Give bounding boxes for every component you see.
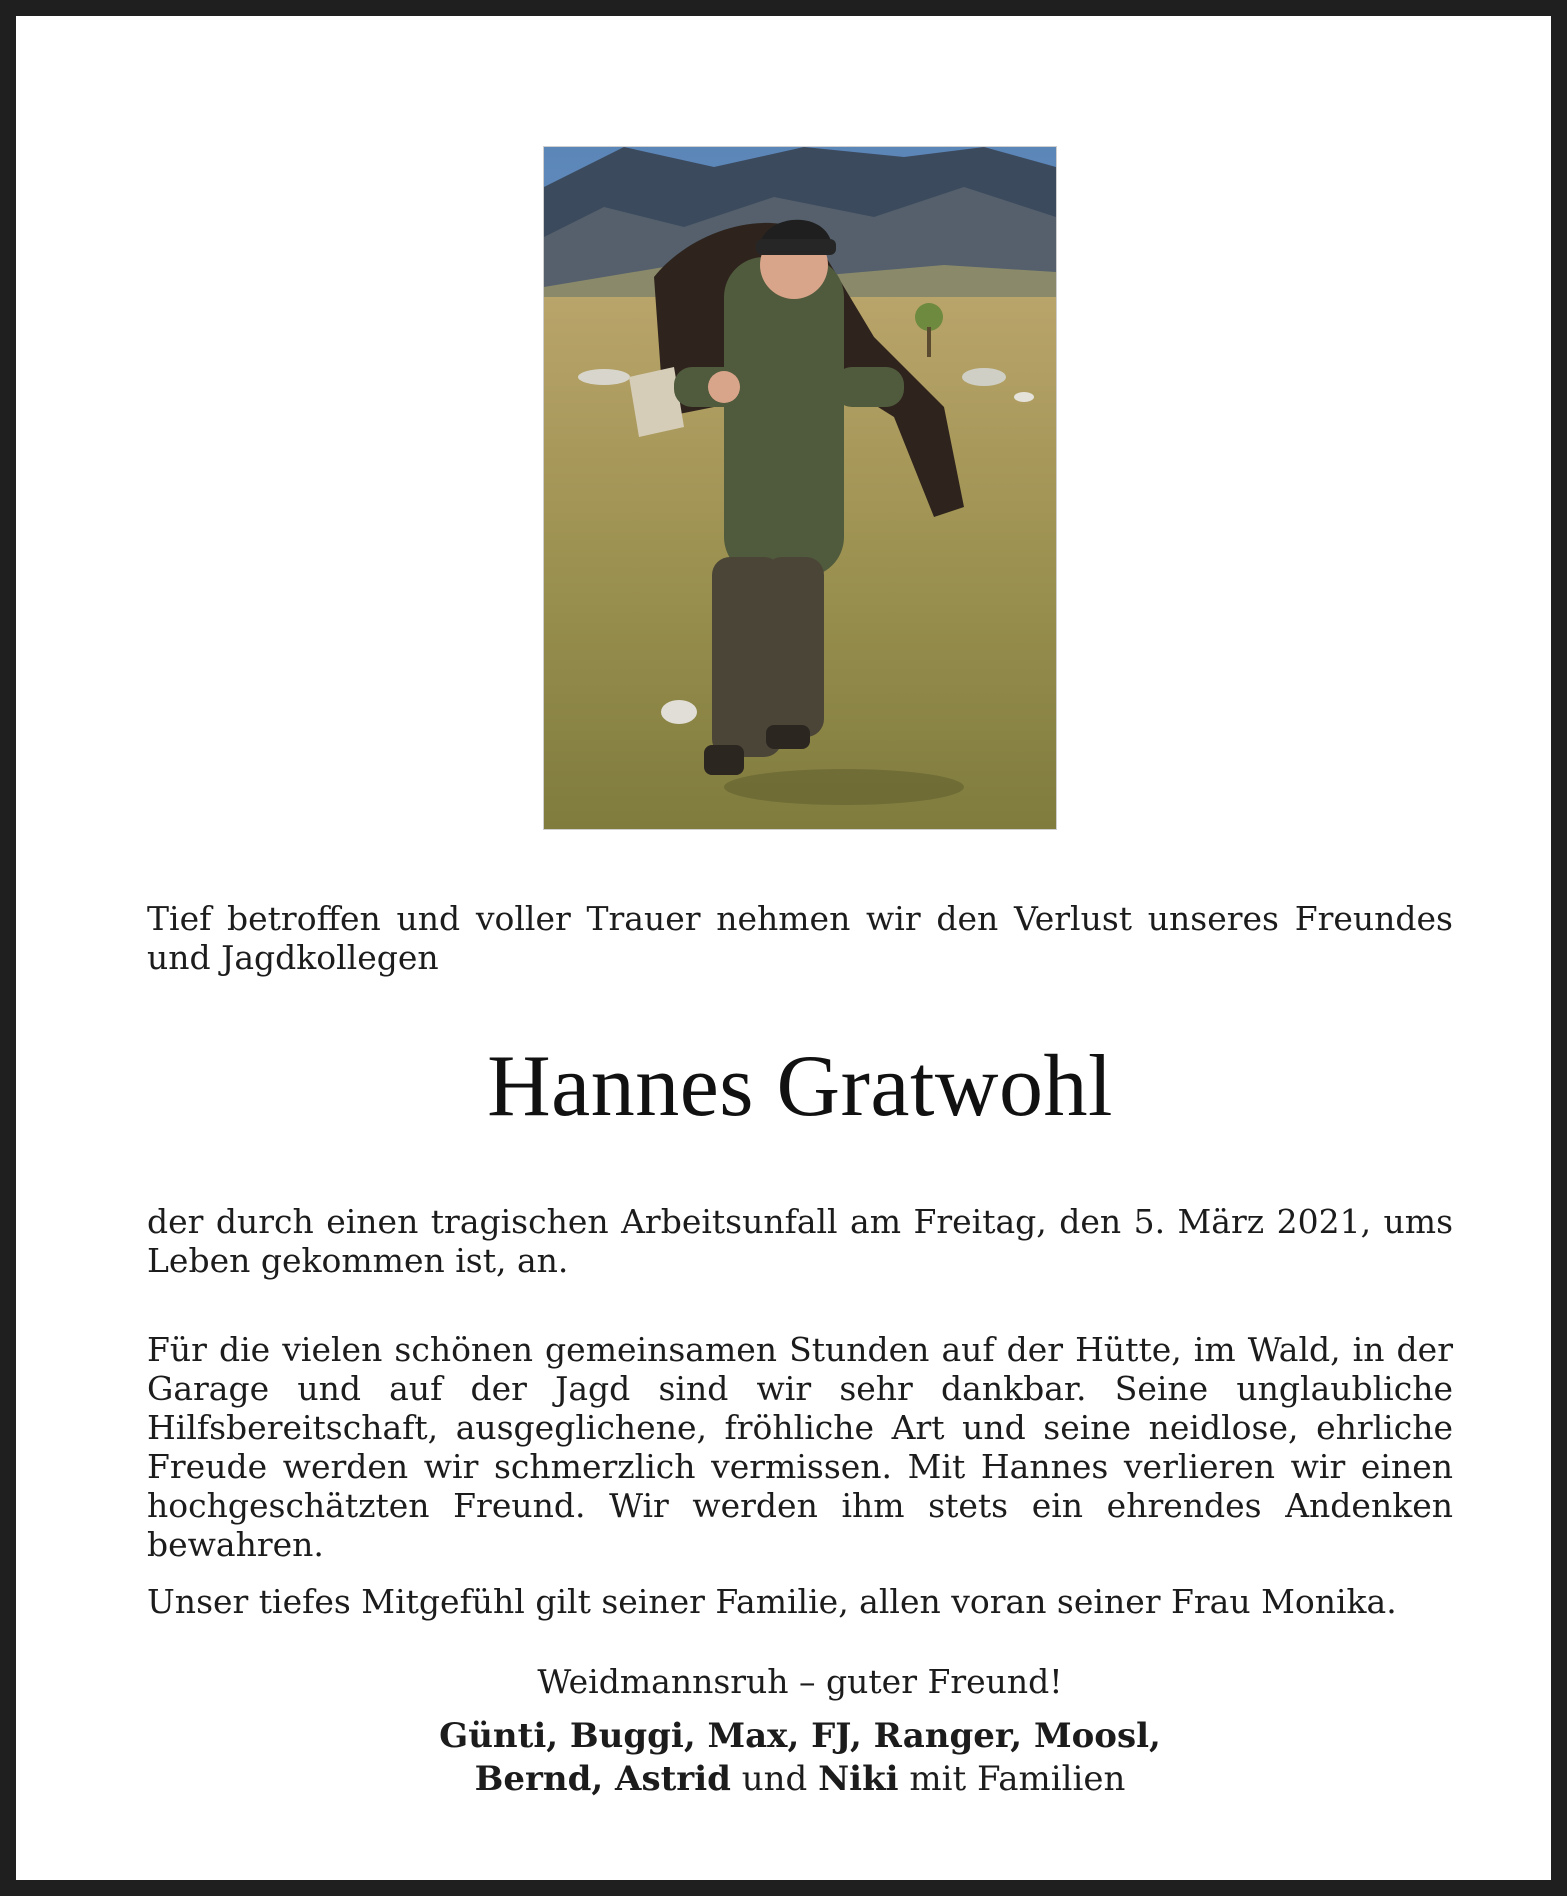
signature-names-bernd-astrid: Bernd, Astrid	[474, 1759, 731, 1799]
signature-names-1: Günti, Buggi, Max, FJ, Ranger, Moosl,	[439, 1716, 1161, 1756]
portrait-photo	[543, 146, 1057, 830]
signature-name-niki: Niki	[818, 1759, 899, 1799]
photo-illustration	[544, 147, 1056, 829]
farewell-line: Weidmannsruh – guter Freund!	[537, 1662, 1063, 1701]
signature-line-1	[147, 1715, 1453, 1757]
gratitude-paragraph: Für die vielen schönen gemeinsamen Stunden auf der Hütte, im Wald, in der Garage und auf der Jagd sind wir sehr dankbar. Seine unglaubliche Hilfsbereitschaft, ausgeglichene, fröhliche Art und seine neidlose, ehrliche Freude werden wir schmerzlich vermissen. Mit Hannes verlieren wir einen hochgeschätzten Freund. Wir werden ihm stets ein ehrendes Andenken bewahren.	[147, 1330, 1453, 1564]
condolence-text: Unser tiefes Mitgefühl gilt seiner Familie, allen voran seiner Frau Monika.	[147, 1582, 1397, 1621]
signature-und: und	[730, 1759, 819, 1799]
deceased-name: Hannes Gratwohl	[487, 1038, 1113, 1135]
signature-mit-familien: mit Familien	[898, 1759, 1126, 1799]
intro-text: Tief betroffen und voller Trauer nehmen wir den Verlust unseres Freundes und Jagdkollegen	[147, 899, 1453, 977]
accident-text: der durch einen tragischen Arbeitsunfall am Freitag, den 5. März 2021, ums Leben gekommen ist, an.	[147, 1202, 1453, 1280]
signature-line-2	[147, 1758, 1453, 1800]
